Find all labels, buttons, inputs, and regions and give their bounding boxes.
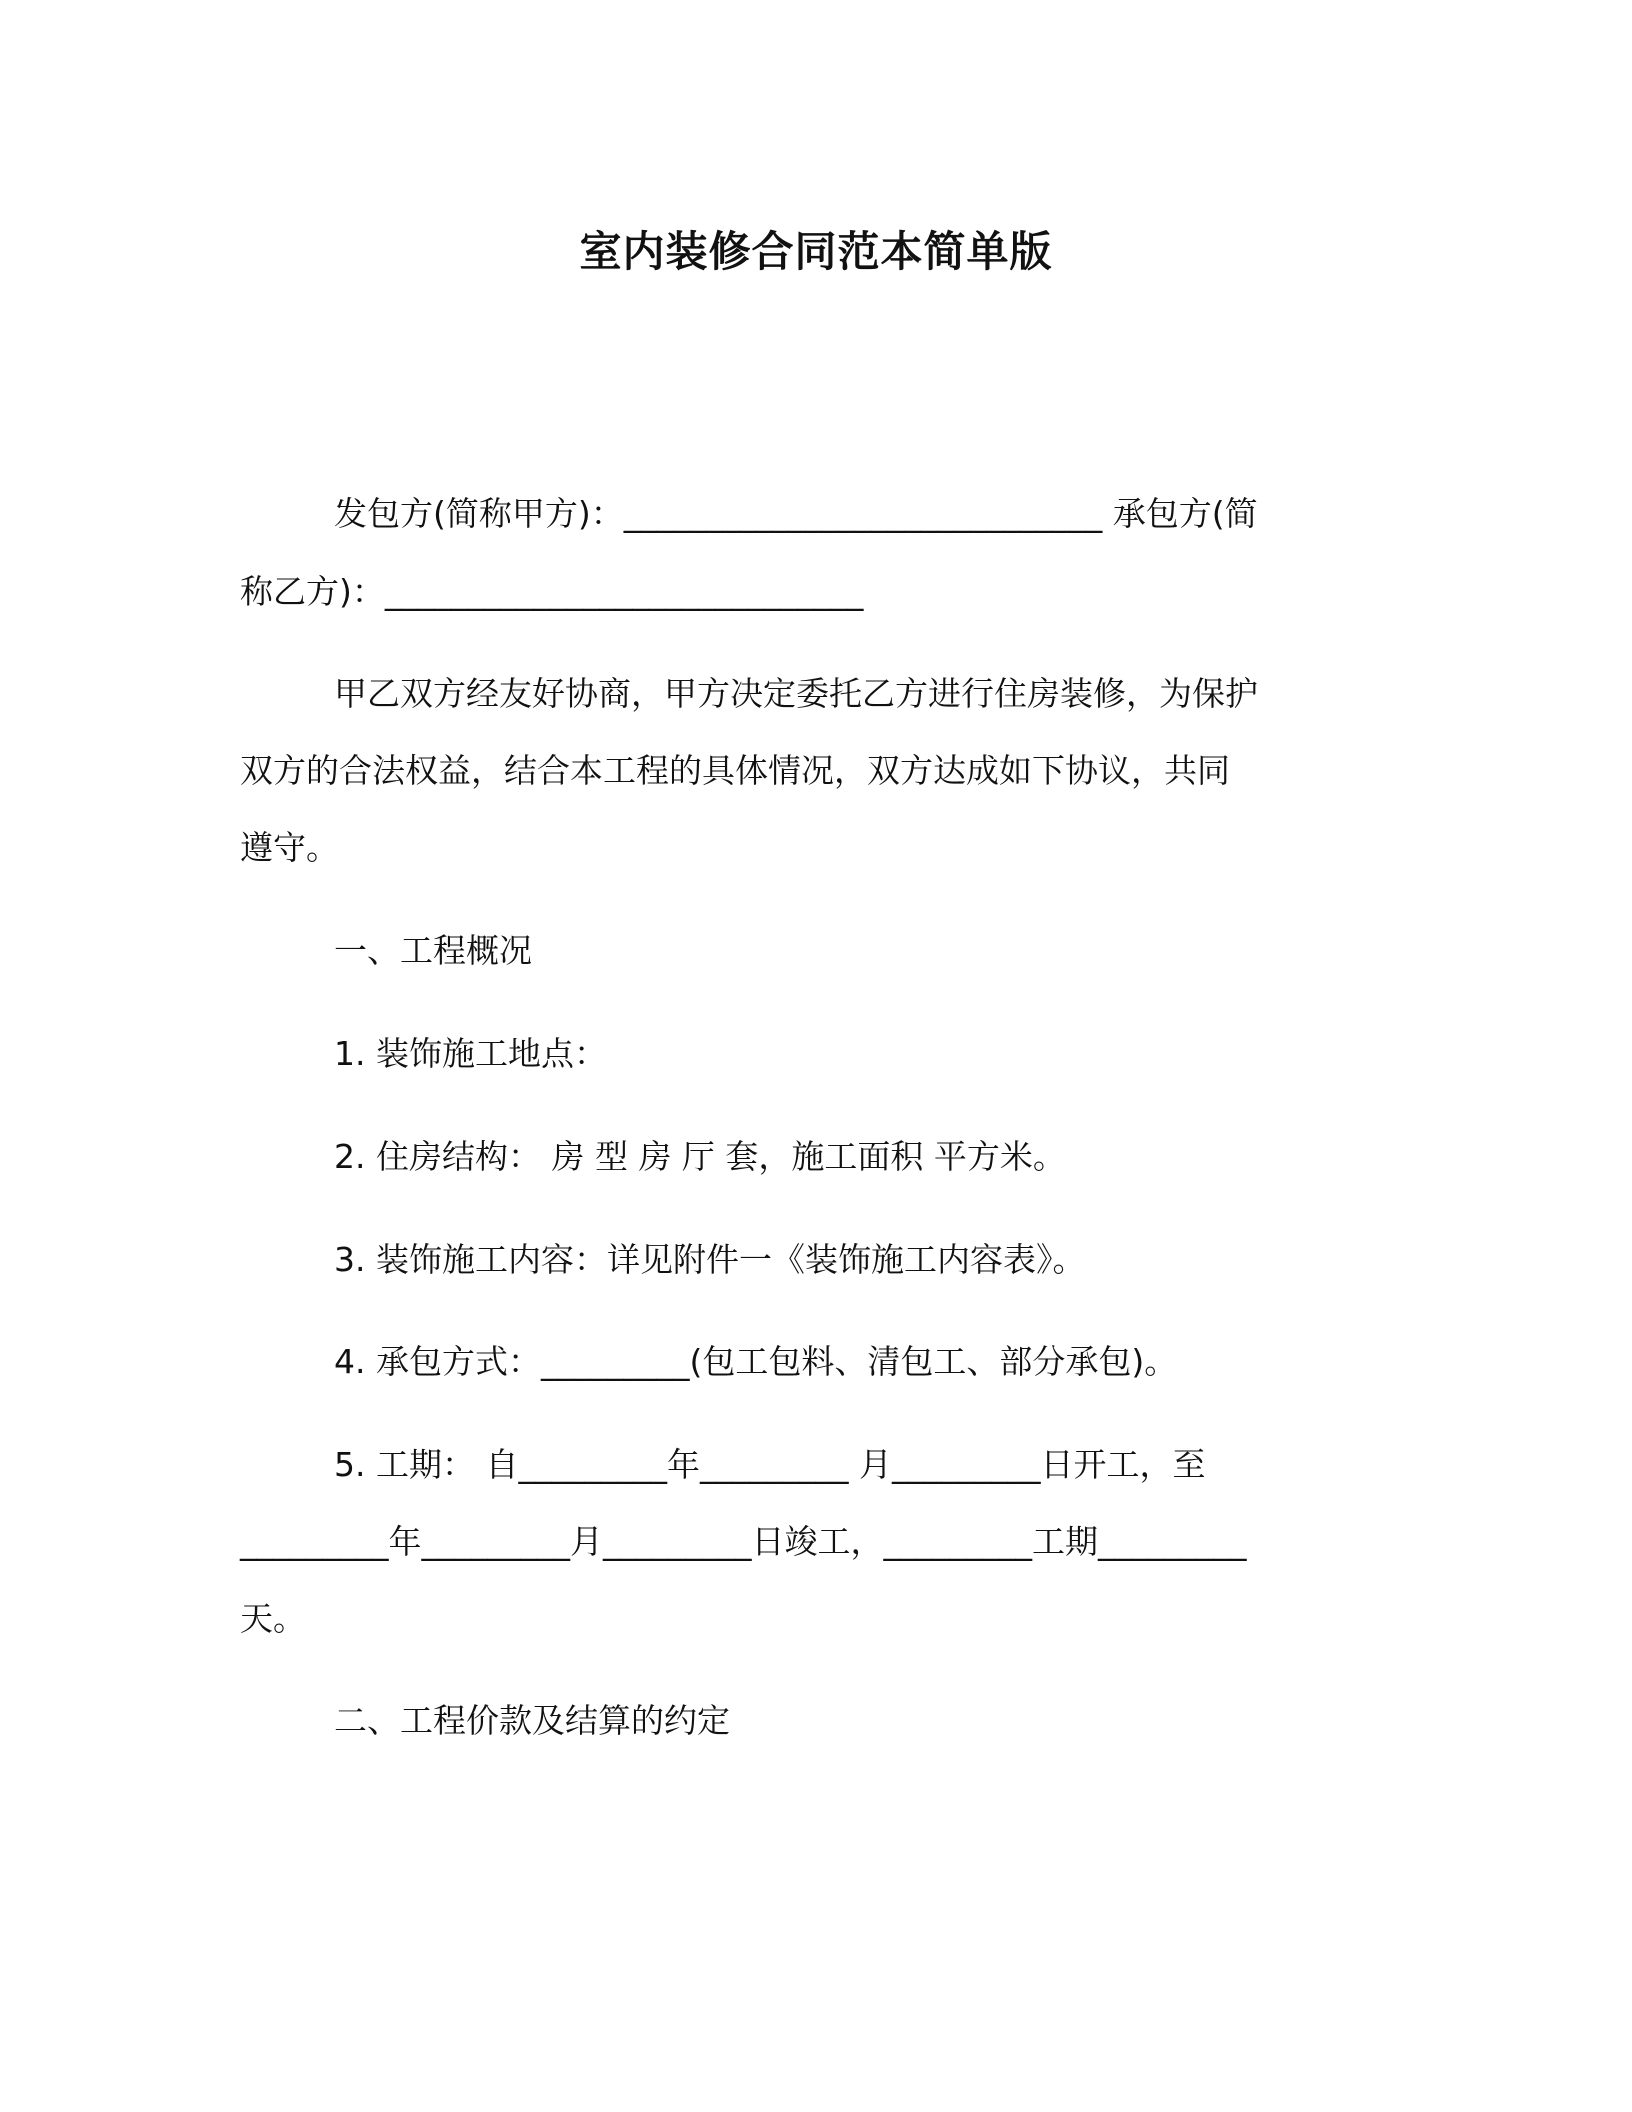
item-5-schedule-line-2: _________年_________月_________日竣工，_________工期_________ xyxy=(240,1522,1247,1561)
item-5-schedule-line-3: 天。 xyxy=(240,1599,306,1638)
preamble-line-3: 遵守。 xyxy=(240,828,339,867)
preamble-line-1: 甲乙双方经友好协商，甲方决定委托乙方进行住房装修，为保护 xyxy=(334,674,1258,713)
parties-line-1: 发包方(简称甲方)：_____________________________ 承包方(简 xyxy=(334,494,1258,533)
item-2-structure: 2. 住房结构： 房 型 房 厅 套，施工面积 平方米。 xyxy=(334,1137,1066,1176)
section-heading-1: 一、工程概况 xyxy=(334,931,532,970)
item-3-content: 3. 装饰施工内容：详见附件一《装饰施工内容表》。 xyxy=(334,1240,1086,1279)
item-1-location: 1. 装饰施工地点： xyxy=(334,1034,607,1073)
item-5-schedule-line-1: 5. 工期： 自_________年_________ 月_________日开工，至 xyxy=(334,1445,1206,1484)
section-heading-2: 二、工程价款及结算的约定 xyxy=(334,1701,730,1740)
parties-line-2: 称乙方)：_____________________________ xyxy=(240,572,864,611)
item-4-contract-method: 4. 承包方式：_________(包工包料、清包工、部分承包)。 xyxy=(334,1342,1178,1381)
document-title: 室内装修合同范本简单版 xyxy=(579,227,1053,276)
preamble-line-2: 双方的合法权益，结合本工程的具体情况，双方达成如下协议，共同 xyxy=(240,751,1230,790)
